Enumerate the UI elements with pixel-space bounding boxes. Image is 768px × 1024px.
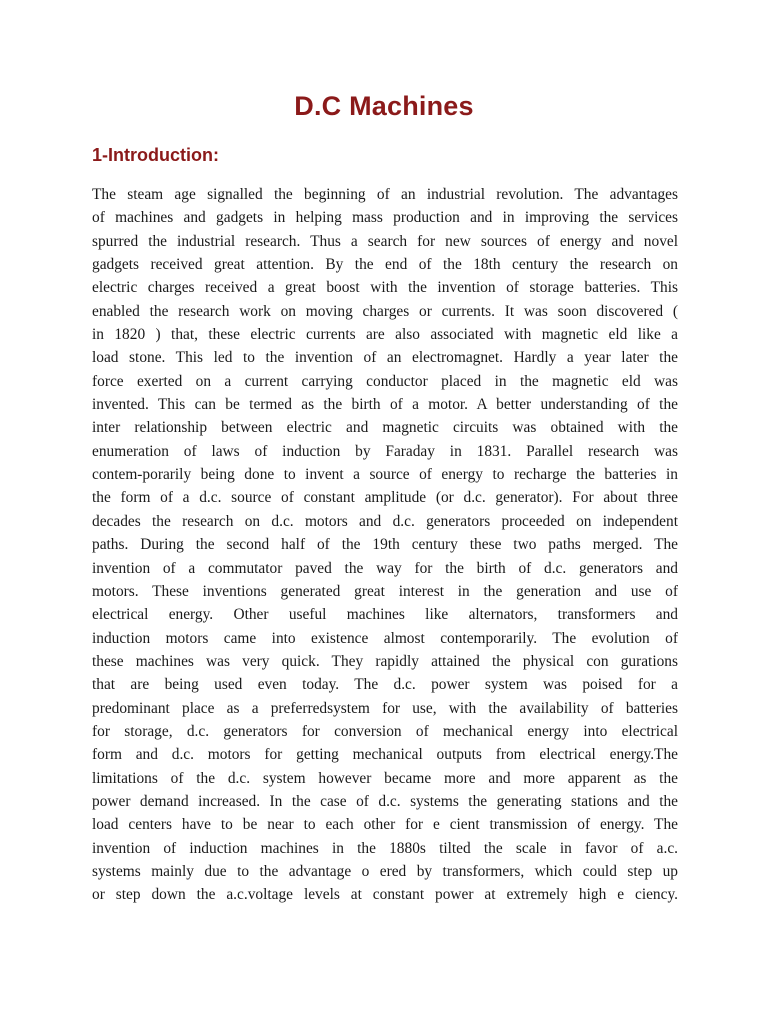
section-heading: 1-Introduction: — [92, 145, 219, 165]
paragraph-line: of machines and gadgets in helping mass production and in improving the services — [92, 209, 678, 227]
paragraph-line: limitations of the d.c. system however became more and more apparent as the — [92, 769, 678, 787]
paragraph-line: invention of a commutator paved the way for the birth of d.c. generators and — [92, 559, 678, 577]
paragraph-line: load centers have to be near to each other for e cient transmission of energy. The — [92, 816, 678, 834]
document-title: D.C Machines — [294, 91, 474, 121]
paragraph-line: enumeration of laws of induction by Faraday in 1831. Parallel research was — [92, 442, 678, 460]
paragraph-line: gadgets received great attention. By the end of the 18th century the research on — [92, 256, 678, 274]
paragraph-line: electrical energy. Other useful machines like alternators, transformers and — [92, 606, 678, 624]
paragraph-line: systems mainly due to the advantage o ered by transformers, which could step up — [92, 862, 678, 880]
paragraph-line: load stone. This led to the invention of an electromagnet. Hardly a year later the — [92, 349, 678, 367]
paragraph-line: form and d.c. motors for getting mechanical outputs from electrical energy.The — [92, 746, 678, 764]
paragraph-line: the form of a d.c. source of constant amplitude (or d.c. generator). For about three — [92, 489, 678, 507]
paragraph-line: that are being used even today. The d.c. power system was poised for a — [92, 676, 678, 694]
paragraph-line: decades the research on d.c. motors and d.c. generators proceeded on independent — [92, 512, 678, 530]
paragraph-line: invention of induction machines in the 1880s tilted the scale in favor of a.c. — [92, 839, 678, 857]
paragraph-line: these machines was very quick. They rapidly attained the physical con gurations — [92, 652, 678, 670]
paragraph-line: enabled the research work on moving charges or currents. It was soon discovered ( — [92, 302, 678, 320]
paragraph-line: contem-porarily being done to invent a source of energy to recharge the batteries in — [92, 466, 678, 484]
paragraph-line: force exerted on a current carrying conductor placed in the magnetic eld was — [92, 372, 678, 390]
paragraph-line: spurred the industrial research. Thus a search for new sources of energy and novel — [92, 232, 678, 250]
paragraph-line: in 1820 ) that, these electric currents are also associated with magnetic eld like a — [92, 326, 678, 344]
paragraph-line: induction motors came into existence almost contemporarily. The evolution of — [92, 629, 678, 647]
paragraph-line: paths. During the second half of the 19th century these two paths merged. The — [92, 536, 678, 554]
paragraph-line: for storage, d.c. generators for conversion of mechanical energy into electrical — [92, 722, 678, 740]
paragraph-line: motors. These inventions generated great interest in the generation and use of — [92, 582, 678, 600]
paragraph-line: electric charges received a great boost with the invention of storage batteries. This — [92, 279, 678, 297]
paragraph-line: inter relationship between electric and magnetic circuits was obtained with the — [92, 419, 678, 437]
body-paragraph — [92, 183, 678, 907]
paragraph-line: or step down the a.c.voltage levels at constant power at extremely high e ciency. — [92, 886, 678, 904]
paragraph-line: The steam age signalled the beginning of an industrial revolution. The advantages — [92, 186, 678, 203]
paragraph-line: invented. This can be termed as the birth of a motor. A better understanding of the — [92, 396, 678, 414]
paragraph-line: power demand increased. In the case of d.c. systems the generating stations and the — [92, 792, 678, 810]
paragraph-line: predominant place as a preferredsystem for use, with the availability of batteries — [92, 699, 678, 717]
